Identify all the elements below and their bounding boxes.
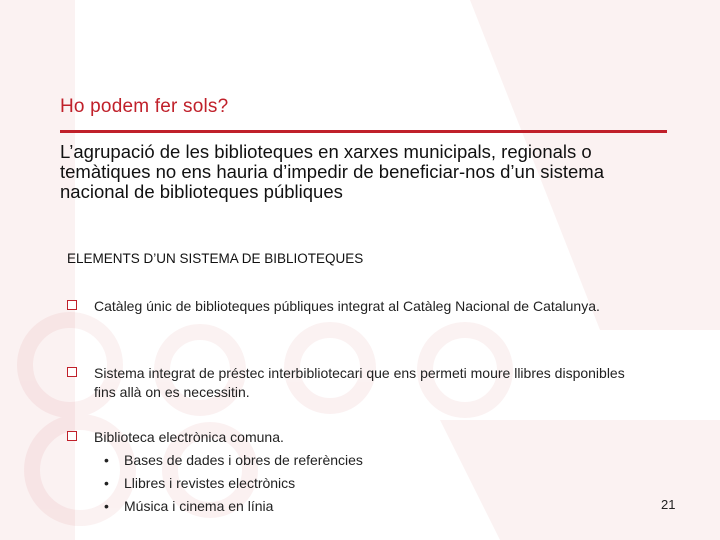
- bullet-item: [67, 364, 627, 402]
- checkbox-bullet-icon: [67, 431, 77, 441]
- dot-bullet-icon: •: [104, 498, 109, 514]
- dot-bullet-icon: •: [104, 452, 109, 468]
- sub-bullet-item: [104, 474, 295, 493]
- sub-bullet-text: Bases de dades i obres de referències: [124, 452, 363, 468]
- dot-bullet-icon: •: [104, 475, 109, 491]
- bullet-text: Catàleg únic de biblioteques públiques integrat al Catàleg Nacional de Catalunya.: [94, 298, 600, 314]
- section-heading: ELEMENTS D’UN SISTEMA DE BIBLIOTEQUES: [67, 251, 364, 266]
- checkbox-bullet-icon: [67, 300, 77, 310]
- page-number: 21: [661, 497, 676, 512]
- sub-bullet-item: [104, 497, 273, 516]
- intro-paragraph: L’agrupació de les biblioteques en xarxes municipals, regionals o temàtiques no ens hauria d’impedir de beneficiar-nos d’un sistema nacional de biblioteques públiques: [60, 141, 604, 202]
- bullet-item: [67, 428, 627, 447]
- sub-bullet-text: Música i cinema en línia: [124, 498, 274, 514]
- sub-bullet-item: [104, 451, 363, 470]
- sub-bullet-text: Llibres i revistes electrònics: [124, 475, 296, 491]
- bullet-text: Biblioteca electrònica comuna.: [94, 429, 284, 445]
- bullet-text: Sistema integrat de préstec interbibliotecari que ens permeti moure llibres disponibles fins allà on es necessitin.: [94, 365, 625, 400]
- bullet-item: [67, 297, 627, 316]
- slide-title: Ho podem fer sols?: [60, 96, 229, 117]
- checkbox-bullet-icon: [67, 367, 77, 377]
- title-divider: [60, 130, 667, 133]
